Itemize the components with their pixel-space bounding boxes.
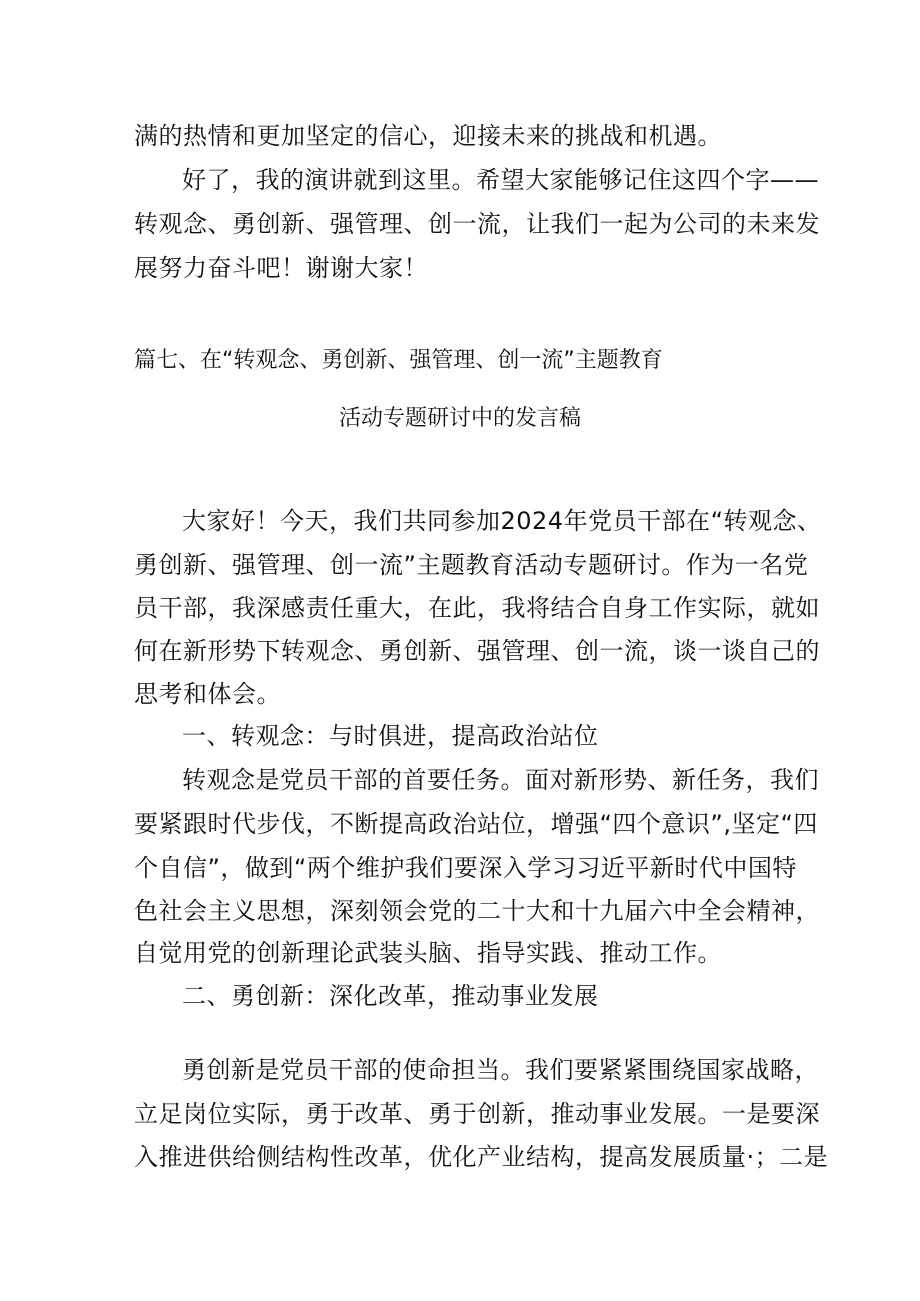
paragraph-line: 思考和体会。 (134, 680, 281, 708)
section-heading: 二、勇创新：深化改革，推动事业发展 (182, 982, 599, 1010)
paragraph-line: 大家好！今天，我们共同参加2024年党员干部在“转观念、 (182, 507, 822, 535)
paragraph-line: 立足岗位实际，勇于改革、勇于创新，推动事业发展。一是要深 (134, 1100, 820, 1128)
paragraph-line: 自觉用党的创新理论武装头脑、指导实践、推动工作。 (134, 939, 722, 967)
paragraph-line: 个自信”，做到“两个维护我们要深入学习习近平新时代中国特 (134, 854, 797, 882)
paragraph-line: 色社会主义思想，深刻领会党的二十大和十九届六中全会精神， (134, 897, 820, 925)
paragraph-line: 转观念是党员干部的首要任务。面对新形势、新任务，我们 (182, 766, 819, 794)
paragraph-line: 要紧跟时代步伐，不断提高政治站位，增强“四个意识”,坚定“四 (134, 810, 818, 838)
article-title-line1: 篇七、在“转观念、勇创新、强管理、创一流”主题教育 (134, 348, 663, 373)
paragraph-line: 勇创新是党员干部的使命担当。我们要紧紧围绕国家战略， (182, 1056, 819, 1084)
paragraph-line: 好了，我的演讲就到这里。希望大家能够记住这四个字—— (182, 166, 819, 194)
paragraph-line: 展努力奋斗吧！谢谢大家！ (134, 254, 428, 282)
article-title-line2: 活动专题研讨中的发言稿 (338, 406, 581, 431)
paragraph-line: 勇创新、强管理、创一流”主题教育活动专题研讨。作为一名党 (134, 551, 809, 579)
paragraph-line: 员干部，我深感责任重大，在此，我将结合自身工作实际，就如 (134, 594, 820, 622)
paragraph-line: 入推进供给侧结构性改革，优化产业结构，提高发展质量·；二是 (134, 1143, 829, 1171)
paragraph-line: 何在新形势下转观念、勇创新、强管理、创一流，谈一谈自己的 (134, 637, 820, 665)
paragraph-line: 满的热情和更加坚定的信心，迎接未来的挑战和机遇。 (134, 122, 722, 150)
paragraph-line: 转观念、勇创新、强管理、创一流，让我们一起为公司的未来发 (134, 210, 820, 238)
section-heading: 一、转观念：与时俱进，提高政治站位 (182, 722, 599, 750)
